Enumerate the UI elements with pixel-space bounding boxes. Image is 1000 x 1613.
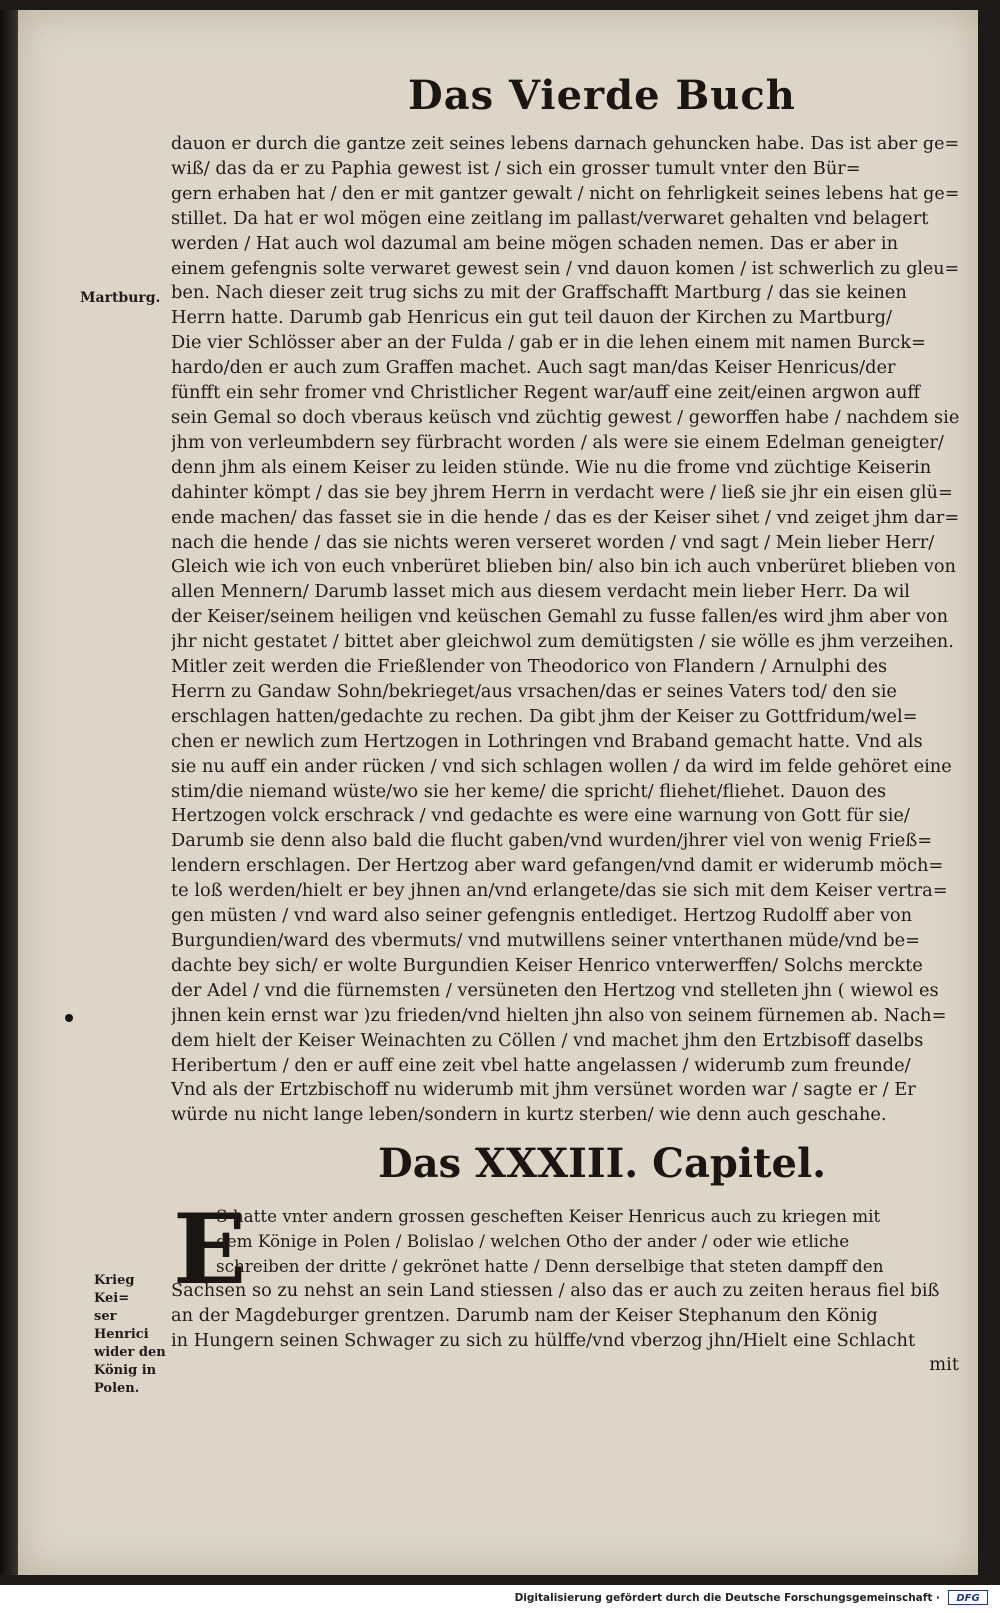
- text-line: gen müsten / vnd ward also seiner gefengnis entlediget. Hertzog Rudolff aber von: [171, 905, 913, 927]
- text-line: Darumb sie denn also bald die flucht gaben/vnd wurden/jhrer viel von wenig Frieß=: [171, 830, 933, 852]
- dfg-logo-icon: DFG: [948, 1590, 988, 1605]
- text-line: Vnd als der Ertzbischoff nu widerumb mit jhm versünet worden war / sagte er / Er: [171, 1079, 916, 1101]
- margin-note-martburg: Martburg.: [80, 290, 161, 306]
- text-line: Herrn hatte. Darumb gab Henricus ein gut teil dauon der Kirchen zu Martburg/: [171, 307, 892, 329]
- catchword: mit: [929, 1354, 959, 1376]
- text-line: gern erhaben hat / den er mit gantzer gewalt / nicht on fehrligkeit seines lebens hat ge=: [171, 183, 959, 204]
- text-line: werden / Hat auch wol dazumal am beine mögen schaden nemen. Das er aber in: [171, 232, 899, 254]
- text-line: allen Mennern/ Darumb lasset mich aus diesem verdacht mein lieber Herr. Da wil: [171, 581, 910, 603]
- text-line: sie nu auff ein ander rücken / vnd sich schlagen wollen / da wird im felde gehöret eine: [171, 755, 952, 777]
- chapter-line: an der Magdeburger grentzen. Darumb nam der Keiser Stephanum den König: [171, 1304, 878, 1326]
- text-line: würde nu nicht lange leben/sondern in kurtz sterben/ wie denn auch geschahe.: [171, 1104, 887, 1126]
- chapter-line: Sachsen so zu nehst an sein Land stiessen / also das er auch zu zeiten heraus fiel biß: [171, 1279, 940, 1301]
- text-line: Die vier Schlösser aber an der Fulda / gab er in die lehen einem mit namen Burck=: [171, 332, 926, 354]
- margin-note-krieg: [94, 1272, 174, 1398]
- text-line: Mitler zeit werden die Frießlender von Theodorico von Flandern / Arnulphi des: [171, 656, 888, 678]
- text-line: nach die hende / das sie nichts weren verseret worden / vnd sagt / Mein lieber Herr/: [171, 531, 935, 553]
- text-line: der Keiser/seinem heiligen vnd keüschen Gemahl zu fusse fallen/es wird jhm aber von: [171, 606, 949, 628]
- text-line: jhr nicht gestatet / bittet aber gleichwol zum demütigsten / sie wölle es jhm verzeihen.: [171, 631, 954, 653]
- text-line: dauon er durch die gantze zeit seines lebens darnach gehuncken habe. Das ist aber ge=: [171, 134, 959, 154]
- text-line: dem hielt der Keiser Weinachten zu Cöllen / vnd machet jhm den Ertzbisoff daselbs: [171, 1029, 924, 1051]
- chapter-line: schreiben der dritte / gekrönet hatte / Denn derselbige that steten dampff den: [216, 1255, 884, 1276]
- text-line: Herrn zu Gandaw Sohn/bekrieget/aus vrsachen/das er seines Vaters tod/ den sie: [171, 680, 897, 702]
- text-line: der Adel / vnd die fürnemsten / versüneten den Hertzog vnd stelleten jhn ( wiewol es: [171, 979, 939, 1001]
- text-line: erschlagen hatten/gedachte zu rechen. Da gibt jhm der Keiser zu Gottfridum/wel=: [171, 705, 918, 727]
- text-line: hardo/den er auch zum Graffen machet. Auch sagt man/das Keiser Henricus/der: [171, 357, 896, 379]
- text-line: Heribertum / den er auff eine zeit vbel hatte angelassen / widerumb zum freunde/: [171, 1054, 911, 1076]
- margin-note-line: Krieg Kei=: [94, 1273, 135, 1306]
- book-page: [18, 10, 978, 1575]
- text-line: sein Gemal so doch vberaus keüsch vnd züchtig gewest / geworffen habe / nachdem sie: [171, 407, 959, 428]
- running-heading: Das Vierde Buch: [408, 72, 796, 119]
- text-line: ende machen/ das fasset sie in die hende / das es der Keiser sihet / vnd zeiget jhm dar=: [171, 507, 959, 528]
- margin-note-line: Polen.: [94, 1381, 140, 1396]
- text-line: jhnen kein ernst war )zu frieden/vnd hielten jhn also von seinem fürnemen ab. Nach=: [171, 1004, 947, 1026]
- drop-initial: E: [173, 1193, 247, 1306]
- chapter-title: Das XXXIII. Capitel.: [378, 1140, 827, 1187]
- text-line: fünfft ein sehr fromer vnd Christlicher Regent war/auff eine zeit/einen argwon auff: [171, 382, 921, 404]
- margin-note-line: König in: [94, 1363, 157, 1378]
- chapter-text: [171, 1193, 959, 1378]
- text-line: te loß werden/hielt er bey jhnen an/vnd erlangete/das sie sich mit dem Keiser vertra=: [171, 880, 948, 902]
- text-line: lendern erschlagen. Der Hertzog aber ward gefangen/vnd damit er widerumb möch=: [171, 855, 944, 877]
- footer-bar: [0, 1585, 1000, 1613]
- text-line: jhm von verleumbdern sey fürbracht worden / als were sie einem Edelman geneigter/: [171, 431, 944, 453]
- text-line: wiß/ das da er zu Paphia gewest ist / sich ein grosser tumult vnter den Bür=: [171, 157, 861, 179]
- text-line: Hertzogen volck erschrack / vnd gedachte es were eine warnung von Gott für sie/: [171, 805, 910, 827]
- text-line: Burgundien/ward des vbermuts/ vnd mutwillens seiner vnterthanen müde/vnd be=: [171, 930, 921, 951]
- margin-note-line: wider den: [94, 1345, 166, 1360]
- funding-notice: Digitalisierung gefördert durch die Deutsche Forschungsgemeinschaft ·: [514, 1592, 940, 1604]
- text-line: Gleich wie ich von euch vnberüret blieben bin/ also bin ich auch vnberüret blieben von: [171, 556, 956, 578]
- text-line: dahinter kömpt / das sie bey jhrem Herrn in verdacht were / ließ sie jhr ein eisen glü=: [171, 481, 953, 503]
- text-line: stim/die niemand wüste/wo sie her keme/ die spricht/ fliehet/fliehet. Dauon des: [171, 780, 887, 802]
- chapter-line: dem Könige in Polen / Bolislao / welchen Otho der ander / oder wie etliche: [216, 1230, 850, 1251]
- body-text: [171, 132, 959, 1128]
- text-line: dachte bey sich/ er wolte Burgundien Keiser Henrico vnterwerffen/ Solchs merckte: [171, 954, 923, 976]
- book-spine-shadow: [0, 10, 18, 1575]
- text-line: chen er newlich zum Hertzogen in Lothringen vnd Braband gemacht hatte. Vnd als: [171, 730, 923, 752]
- text-line: stillet. Da hat er wol mögen eine zeitlang im pallast/verwaret gehalten vnd belagert: [171, 207, 929, 229]
- margin-mark: [65, 1014, 73, 1022]
- chapter-line: S hatte vnter andern grossen gescheften Keiser Henricus auch zu kriegen mit: [216, 1206, 881, 1226]
- scan-border: [0, 1575, 1000, 1585]
- chapter-line: in Hungern seinen Schwager zu sich zu hülffe/vnd vberzog jhn/Hielt eine Schlacht: [171, 1329, 916, 1351]
- text-line: einem gefengnis solte verwaret gewest sein / vnd dauon komen / ist schwerlich zu gleu=: [171, 258, 959, 279]
- text-line: ben. Nach dieser zeit trug sichs zu mit der Graffschafft Martburg / das sie keinen: [171, 282, 907, 304]
- margin-note-line: ser Henrici: [94, 1309, 149, 1342]
- text-line: denn jhm als einem Keiser zu leiden stünde. Wie nu die frome vnd züchtige Keiserin: [171, 456, 932, 478]
